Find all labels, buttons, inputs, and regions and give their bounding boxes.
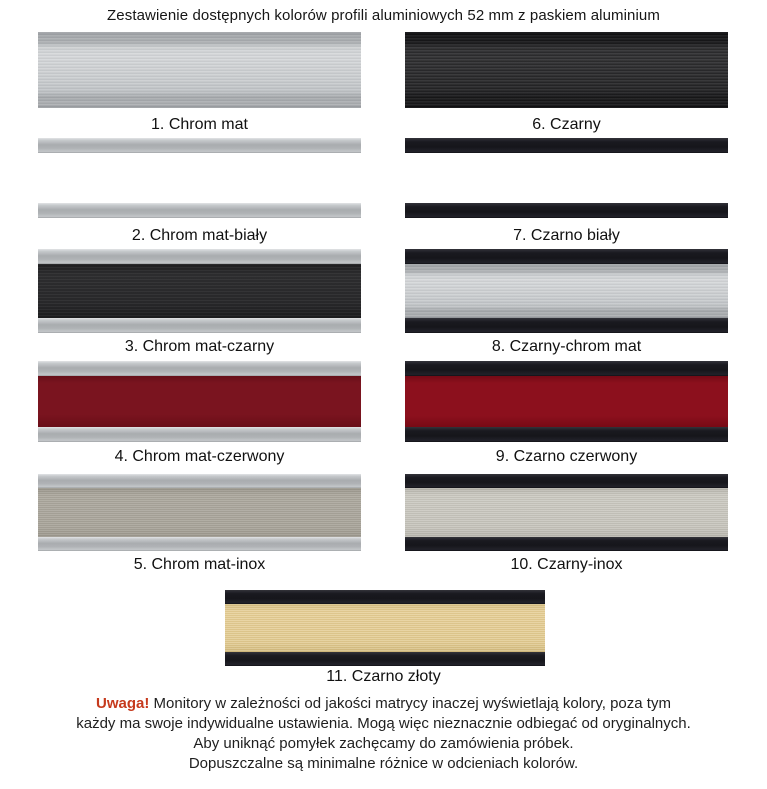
aluminium-strip (38, 361, 361, 376)
color-band-chrome (405, 264, 728, 318)
aluminium-strip (38, 427, 361, 442)
swatch-10-czarny-inox (405, 474, 728, 551)
swatch-8-czarny-chrom-mat (405, 249, 728, 333)
swatch-5-label: 5. Chrom mat-inox (133, 556, 266, 573)
notice-line-1-text: Monitory w zależności od jakości matrycy inaczej wyświetlają kolory, poza tym (153, 695, 671, 712)
aluminium-strip (38, 203, 361, 218)
swatch-2-label: 2. Chrom mat-biały (131, 227, 268, 244)
aluminium-strip (405, 203, 728, 218)
swatch-2-chrom-mat-bialy (38, 138, 361, 218)
swatch-6-label: 6. Czarny (532, 116, 601, 133)
aluminium-strip (225, 652, 545, 666)
aluminium-strip (38, 474, 361, 488)
page-title: Zestawienie dostępnych kolorów profili aluminiowych 52 mm z paskiem aluminium (107, 7, 660, 24)
swatch-9-czarno-czerwony (405, 361, 728, 442)
swatch-1-label: 1. Chrom mat (151, 116, 248, 133)
aluminium-strip (405, 474, 728, 488)
swatch-3-chrom-mat-czarny (38, 249, 361, 333)
color-band-gold (225, 604, 545, 652)
warning-label: Uwaga! (96, 695, 150, 712)
swatch-6-czarny (405, 32, 728, 108)
swatch-10-label: 10. Czarny-inox (510, 556, 623, 573)
swatch-3-label: 3. Chrom mat-czarny (124, 338, 275, 355)
swatch-1-chrom-mat (38, 32, 361, 108)
swatch-7-czarno-bialy (405, 138, 728, 218)
swatch-7-label: 7. Czarno biały (513, 227, 620, 244)
swatch-9-label: 9. Czarno czerwony (495, 448, 638, 465)
swatch-5-chrom-mat-inox (38, 474, 361, 551)
aluminium-strip (225, 590, 545, 604)
swatch-8-label: 8. Czarny-chrom mat (491, 338, 642, 355)
aluminium-strip (405, 138, 728, 153)
aluminium-strip (405, 249, 728, 264)
aluminium-strip (38, 249, 361, 264)
aluminium-strip (38, 537, 361, 551)
notice-line-2: każdy ma swoje indywidualne ustawienia. Mogą więc nieznacznie odbiegać od oryginalnych. (76, 715, 691, 732)
color-band-red (405, 376, 728, 427)
swatch-11-label: 11. Czarno złoty (326, 668, 441, 685)
swatch-4-label: 4. Chrom mat-czerwony (114, 448, 285, 465)
notice-line-3: Aby uniknąć pomyłek zachęcamy do zamówienia próbek. (193, 735, 574, 752)
aluminium-strip (38, 138, 361, 153)
swatch-11-czarno-zloty (225, 590, 545, 666)
aluminium-strip (405, 361, 728, 376)
color-band-red (38, 376, 361, 427)
aluminium-strip (405, 537, 728, 551)
notice (0, 694, 767, 774)
color-band-inox (38, 488, 361, 537)
aluminium-strip (38, 318, 361, 333)
color-band-black (38, 264, 361, 318)
swatch-4-chrom-mat-czerwony (38, 361, 361, 442)
notice-line-4: Dopuszczalne są minimalne różnice w odcieniach kolorów. (188, 755, 579, 772)
aluminium-strip (405, 318, 728, 333)
color-band-inox (405, 488, 728, 537)
aluminium-strip (405, 427, 728, 442)
notice-line-1 (0, 694, 767, 714)
